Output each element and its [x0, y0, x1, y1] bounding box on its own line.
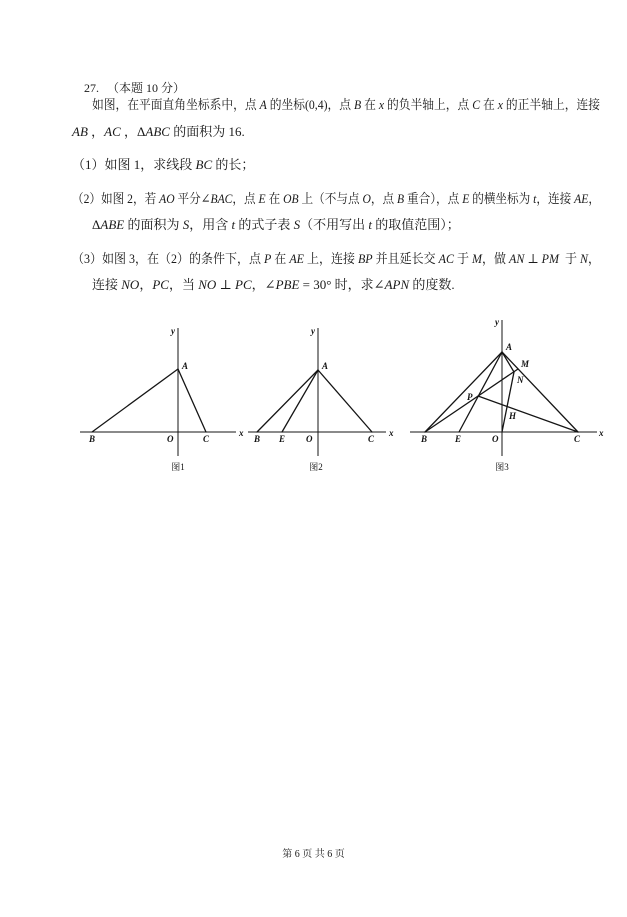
fig3-segment-pc [478, 396, 578, 432]
fig1-segment-ab [92, 369, 178, 432]
text-run: ， [139, 277, 153, 292]
math-variable: E [462, 191, 470, 206]
fig3-segment-ab [425, 352, 502, 432]
math-variable: AE [574, 191, 589, 206]
text-run: 于 [453, 251, 472, 266]
math-variable: ABC [145, 124, 170, 139]
text-run: Δ [92, 217, 101, 232]
text-run: ，点 [232, 191, 259, 206]
text-run: 的坐标(0,4)，点 [266, 97, 354, 112]
text-run: 的取值范围）； [372, 217, 460, 232]
math-variable: PBE [275, 277, 300, 292]
text-run: 上（不与点 [298, 191, 363, 206]
text-run: 的面积为 [124, 217, 183, 232]
text-run: 在 [480, 97, 498, 112]
intro-line-2 [72, 124, 245, 140]
fig3-caption: 图3 [495, 462, 509, 472]
math-variable: B [397, 191, 405, 206]
math-variable: OB [283, 191, 299, 206]
math-variable: A [259, 97, 267, 112]
math-variable: PM [541, 251, 559, 266]
math-variable: ABE [100, 217, 125, 232]
fig2-point-e-label: E [279, 434, 286, 444]
text-run: 的负半轴上，点 [384, 97, 473, 112]
math-variable: BC [195, 157, 213, 172]
math-variable: P [263, 251, 272, 266]
fig3-segment-no [502, 372, 514, 432]
fig2-point-o-label: O [306, 434, 313, 444]
fig3-point-p-label: P [467, 392, 473, 402]
text-run: 并且延长交 [372, 251, 439, 266]
math-variable: t [368, 217, 373, 232]
text-run: 在 [361, 97, 379, 112]
math-variable: AB [72, 124, 88, 139]
text-run: （1）如图 1，求线段 [72, 157, 196, 172]
text-run: ，当 [168, 277, 199, 292]
text-run: 在 [271, 251, 290, 266]
fig2-point-b-label: B [254, 434, 261, 444]
math-variable: t [231, 217, 236, 232]
math-variable: AN [509, 251, 525, 266]
text-run: ，连接 [536, 191, 575, 206]
math-variable: O [362, 191, 371, 206]
fig1-y-axis-label: y [171, 326, 175, 336]
fig1-point-c-label: C [203, 434, 210, 444]
math-variable: AC [438, 251, 454, 266]
math-variable: S [182, 217, 190, 232]
math-variable: B [353, 97, 362, 112]
fig3-segment-ae [459, 352, 502, 432]
text-run: ， [87, 124, 105, 139]
intro-line-1 [92, 97, 600, 113]
text-run: 的式子表 [235, 217, 294, 232]
fig1-caption: 图1 [171, 462, 185, 472]
math-variable: E [258, 191, 266, 206]
figure-3 [410, 317, 604, 472]
math-variable: C [472, 97, 481, 112]
math-variable: AC [104, 124, 121, 139]
math-variable: NO [121, 277, 140, 292]
fig1-point-a-label: A [182, 361, 189, 371]
fig2-point-c-label: C [368, 434, 375, 444]
part-2-line-2 [92, 217, 460, 233]
text-run: ，∠ [251, 277, 276, 292]
text-run: 的横坐标为 [469, 191, 534, 206]
question-score: （本题 10 分） [107, 81, 186, 95]
math-variable: x [497, 97, 503, 112]
fig3-point-c-label: C [574, 434, 581, 444]
text-run: 的面积为 16. [169, 124, 245, 139]
fig3-point-e-label: E [455, 434, 462, 444]
text-run: 的正半轴上，连接 [502, 97, 600, 112]
text-run: 平分∠ [174, 191, 211, 206]
fig3-point-o-label: O [492, 434, 499, 444]
fig3-y-axis-label: y [495, 317, 499, 327]
text-run: （3）如图 3，在（2）的条件下，点 [72, 251, 264, 266]
fig2-y-axis-label: y [311, 326, 315, 336]
text-run: 上，连接 [303, 251, 358, 266]
math-variable: x [378, 97, 385, 112]
math-variable: NO [198, 277, 217, 292]
part-2-line-1 [72, 191, 600, 207]
part-1-line [72, 157, 254, 173]
figure-1 [80, 326, 244, 472]
math-variable: APN [384, 277, 410, 292]
text-run: = 30° 时，求∠ [299, 277, 385, 292]
math-variable: M [471, 251, 483, 266]
text-run: 连接 [92, 277, 122, 292]
fig2-caption: 图2 [309, 462, 323, 472]
figure-2 [248, 326, 394, 472]
text-run: （不用写出 [300, 217, 369, 232]
fig3-point-h-label: H [509, 411, 517, 421]
page-footer: 第 6 页 共 6 页 [282, 849, 345, 860]
text-run: ⊥ [524, 251, 542, 266]
text-run: ， [588, 191, 600, 206]
fig2-point-a-label: A [322, 361, 329, 371]
fig1-segment-ac [178, 369, 206, 432]
math-variable: t [533, 191, 537, 206]
math-variable: AO [159, 191, 175, 206]
text-run: ，点 [370, 191, 398, 206]
part-3-line-2 [92, 277, 455, 293]
fig1-point-b-label: B [89, 434, 96, 444]
fig3-point-n-label: N [517, 375, 524, 385]
fig3-point-a-label: A [506, 342, 513, 352]
text-run: ，用含 [189, 217, 232, 232]
fig1-point-o-label: O [167, 434, 174, 444]
math-variable: BAC [210, 191, 233, 206]
fig3-point-b-label: B [421, 434, 428, 444]
math-variable: PC [235, 277, 252, 292]
text-run: ， [587, 251, 600, 266]
math-variable: BP [357, 251, 373, 266]
math-variable: S [293, 217, 301, 232]
fig3-point-m-label: M [521, 359, 530, 369]
text-run: 的长； [212, 157, 255, 172]
text-run: 的度数. [409, 277, 455, 292]
text-run: ⊥ [216, 277, 236, 292]
text-run: ，Δ [120, 124, 146, 139]
fig2-segment-ac [318, 370, 372, 432]
text-run: 在 [265, 191, 284, 206]
text-run: ，做 [482, 251, 510, 266]
part-3-line-1 [72, 251, 600, 267]
question-number: 27. [84, 81, 99, 95]
math-variable: N [579, 251, 588, 266]
text-run: 如图，在平面直角坐标系中，点 [92, 97, 260, 112]
text-run: （2）如图 2，若 [72, 191, 160, 206]
fig3-x-axis-label: x [599, 428, 604, 438]
text-run: 于 [558, 251, 580, 266]
fig1-x-axis-label: x [239, 428, 244, 438]
math-variable: AE [289, 251, 304, 266]
fig2-x-axis-label: x [389, 428, 394, 438]
text-run: 重合），点 [404, 191, 463, 206]
math-variable: PC [152, 277, 169, 292]
figures-area [0, 310, 627, 480]
